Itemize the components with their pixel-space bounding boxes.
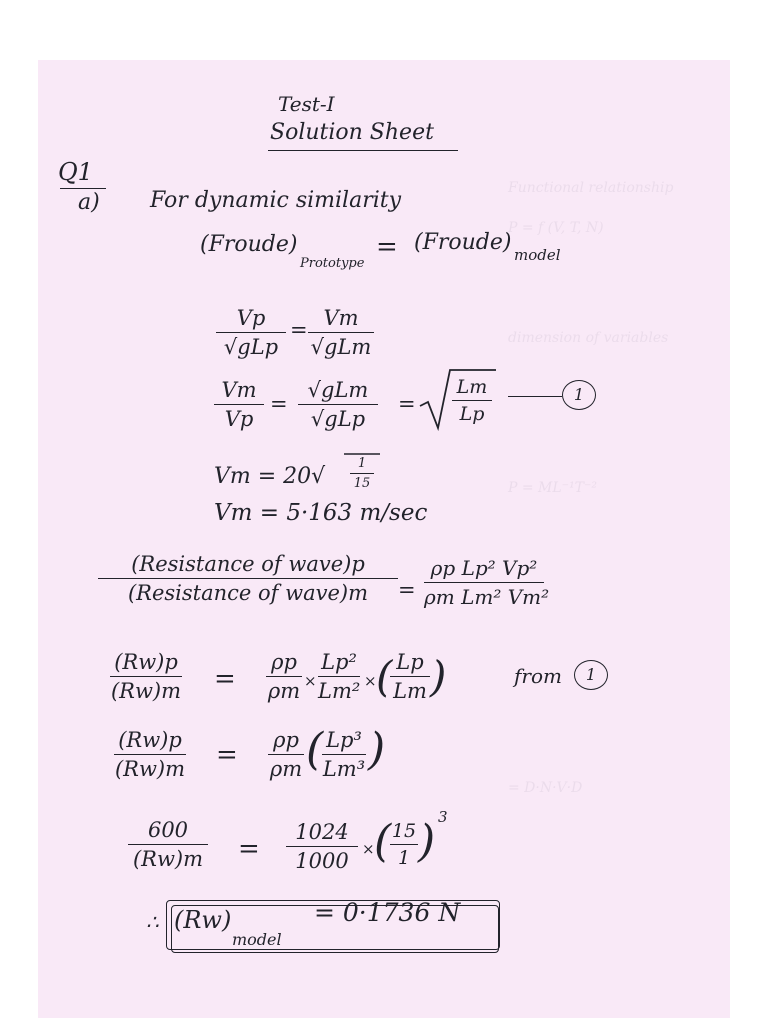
fraction-vm xyxy=(308,306,374,359)
fraction-bar xyxy=(390,844,418,845)
paren-close: ) xyxy=(368,724,386,775)
fraction-l-ratio xyxy=(390,650,430,703)
equals-sign: = xyxy=(398,578,416,602)
title-underline xyxy=(268,150,458,151)
fraction-bar xyxy=(350,473,374,474)
bleed-through-text: = D·N·V·D xyxy=(508,780,583,796)
fraction-600 xyxy=(128,818,208,871)
times-sign: × xyxy=(304,672,317,690)
fraction-bar xyxy=(424,582,544,583)
froude-model-sub: model xyxy=(514,246,561,264)
question-number: Q1 xyxy=(58,158,93,186)
lp-cubed: Lp³ xyxy=(326,728,362,752)
fraction-bar xyxy=(452,400,492,401)
lp: Lp xyxy=(396,650,424,674)
fraction-bar xyxy=(286,846,358,847)
equals-sign: = xyxy=(238,834,260,864)
bleed-through-text: Functional relationship xyxy=(508,180,674,196)
fraction-bar xyxy=(214,404,264,405)
question-part: a) xyxy=(78,190,100,215)
fraction-rho xyxy=(266,650,302,703)
equals-sign: = xyxy=(216,740,238,770)
value-600: 600 xyxy=(147,818,189,842)
title-line-2: Solution Sheet xyxy=(270,120,434,145)
intro-text: For dynamic similarity xyxy=(150,188,402,213)
one-numerator: 1 xyxy=(357,456,367,471)
fraction-vp xyxy=(216,306,286,359)
from-label: from xyxy=(514,664,562,688)
fraction-sqrt-g xyxy=(298,378,378,431)
fraction-bar xyxy=(266,676,302,677)
sqrt-glp-denominator: √gLp xyxy=(223,335,279,359)
vm-result: Vm = 5·163 m/sec xyxy=(214,500,428,526)
times-sign: × xyxy=(364,672,377,690)
lm: Lm xyxy=(393,679,427,703)
fraction-rw xyxy=(114,728,186,781)
fifteen-denominator: 15 xyxy=(353,476,371,491)
therefore-symbol: ∴ xyxy=(146,910,159,934)
fraction-bar xyxy=(318,676,360,677)
value-1000: 1000 xyxy=(295,849,349,873)
lm-numerator: Lm xyxy=(456,376,488,398)
rho-l-v-model: ρm Lm² Vm² xyxy=(424,585,550,609)
final-rw: (Rw) xyxy=(174,906,232,934)
fraction-bar xyxy=(216,332,286,333)
fraction-bar xyxy=(308,332,374,333)
rho-l-v-prototype: ρp Lp² Vp² xyxy=(430,556,538,580)
paren-open: ( xyxy=(306,724,324,775)
lp-squared: Lp² xyxy=(321,650,357,674)
fraction-density xyxy=(286,820,358,873)
fraction-bar xyxy=(322,754,366,755)
vm-numerator: Vm xyxy=(323,306,359,330)
fraction-rho-l-v xyxy=(424,556,550,609)
lm-squared: Lm² xyxy=(318,679,361,703)
equation-ref-1: 1 xyxy=(562,380,596,410)
reference-dash xyxy=(508,396,562,397)
times-sign: × xyxy=(362,840,375,858)
rw-prototype: (Rw)p xyxy=(114,650,178,674)
vm-calc: Vm = 20√ xyxy=(214,464,326,489)
rho-m: ρm xyxy=(267,679,301,703)
fraction-bar xyxy=(390,676,430,677)
fraction-resistance xyxy=(98,552,398,605)
fraction-l-cubed xyxy=(322,728,366,781)
sqrt-glm-denominator: √gLm xyxy=(310,335,372,359)
fraction-vm-vp xyxy=(214,378,264,431)
cube-exponent: 3 xyxy=(438,808,448,826)
question-underline xyxy=(60,188,106,189)
froude-prototype: (Froude) xyxy=(200,232,298,257)
rho-p: ρp xyxy=(271,650,297,674)
fraction-l-squared xyxy=(318,650,360,703)
bleed-through-text: dimension of variables xyxy=(508,330,669,346)
froude-prototype-sub: Prototype xyxy=(300,256,365,271)
value-1024: 1024 xyxy=(295,820,349,844)
fraction-bar xyxy=(98,578,398,579)
lm-cubed: Lm³ xyxy=(322,757,366,781)
froude-model: (Froude) xyxy=(414,230,512,255)
bleed-through-text: P = f (V, T, N) xyxy=(508,220,604,236)
bleed-through-text: P = ML⁻¹T⁻² xyxy=(508,480,598,496)
value-15: 15 xyxy=(391,820,417,842)
fraction-bar xyxy=(110,676,182,677)
vp-numerator: Vp xyxy=(236,306,266,330)
value-1: 1 xyxy=(397,847,411,869)
rho-m: ρm xyxy=(269,757,303,781)
sqrt-glm-numerator: √gLm xyxy=(307,378,369,402)
rw-model: (Rw)m xyxy=(114,757,186,781)
vp-denominator: Vp xyxy=(224,407,254,431)
title-line-1: Test-I xyxy=(278,92,335,116)
paren-close: ) xyxy=(430,652,447,701)
equals-sign: = xyxy=(214,664,236,694)
fraction-bar xyxy=(298,404,378,405)
paren-open: ( xyxy=(376,652,393,701)
fraction-rho xyxy=(268,728,304,781)
fraction-15-1 xyxy=(390,820,418,869)
fraction-bar xyxy=(268,754,304,755)
solution-sheet-page xyxy=(38,60,730,1018)
resistance-model: (Resistance of wave)m xyxy=(127,581,369,605)
equation-ref-1: 1 xyxy=(574,660,608,690)
equals-sign: = xyxy=(290,318,308,342)
equals-sign: = xyxy=(398,392,416,416)
resistance-prototype: (Resistance of wave)p xyxy=(131,552,365,576)
vm-numerator: Vm xyxy=(221,378,257,402)
fraction-bar xyxy=(128,844,208,845)
final-rw-sub: model xyxy=(232,930,282,949)
final-answer-value: = 0·1736 N xyxy=(314,898,461,927)
paren-close: ) xyxy=(418,816,436,867)
equals-sign: = xyxy=(270,392,288,416)
sqrt-glp-denominator: √gLp xyxy=(310,407,366,431)
rw-model: (Rw)m xyxy=(132,847,204,871)
sqrt-overline xyxy=(344,450,384,460)
paren-open: ( xyxy=(374,816,392,867)
fraction-lm-lp xyxy=(452,376,492,425)
rho-p: ρp xyxy=(273,728,299,752)
rw-prototype: (Rw)p xyxy=(118,728,182,752)
lp-denominator: Lp xyxy=(459,403,485,425)
rw-model: (Rw)m xyxy=(110,679,182,703)
fraction-1-15 xyxy=(350,456,374,491)
fraction-rw xyxy=(110,650,182,703)
fraction-bar xyxy=(114,754,186,755)
equals-sign: = xyxy=(376,232,398,262)
